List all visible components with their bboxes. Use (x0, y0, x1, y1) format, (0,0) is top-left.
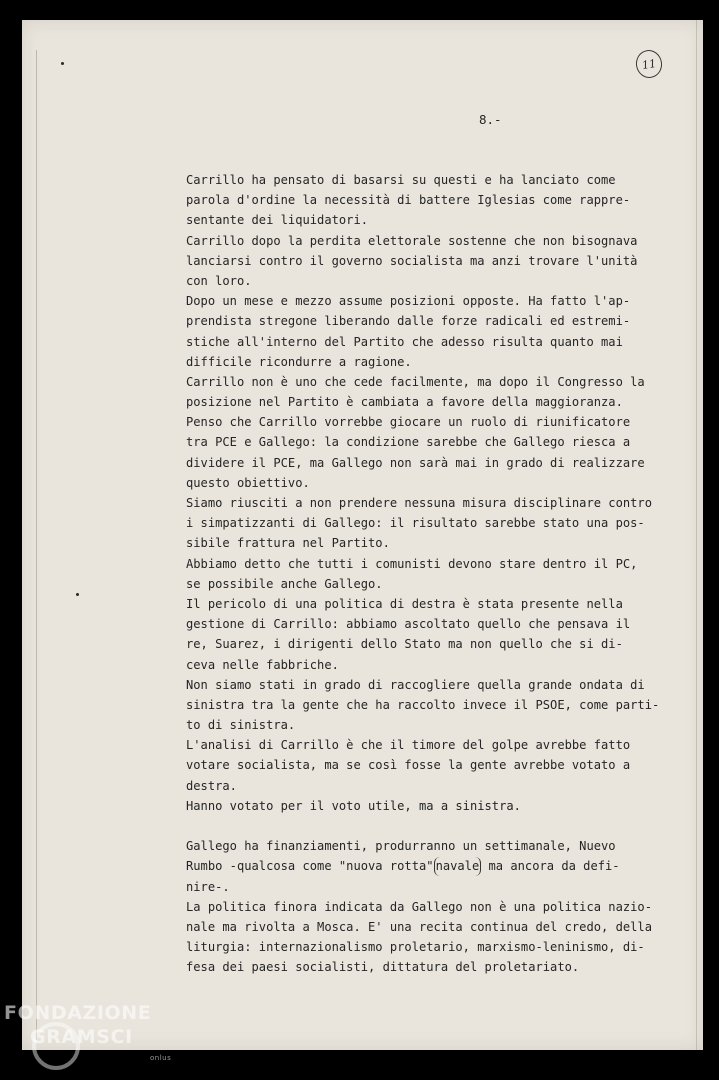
text-line: gestione di Carrillo: abbiamo ascoltato quello che pensava il (186, 617, 631, 632)
text-line: posizione nel Partito è cambiata a favore della maggioranza. (186, 395, 623, 410)
paragraph-block-2 (186, 836, 652, 977)
text-line: Hanno votato per il voto utile, ma a sinistra. (186, 798, 521, 813)
text-line: Carrillo ha pensato di basarsi su questi e ha lanciato come (186, 173, 616, 187)
paragraph-block-3 (186, 897, 652, 978)
text-line: nale ma rivolta a Mosca. E' una recita continua del credo, della (186, 919, 652, 934)
text-line: sibile frattura nel Partito. (186, 536, 390, 551)
text-line: destra. (186, 778, 237, 793)
watermark-line-3: onlus (150, 1054, 172, 1062)
text-line: Gallego ha finanziamenti, produrranno un settimanale, Nuevo (186, 839, 616, 854)
fondazione-gramsci-watermark (4, 1000, 184, 1080)
text-line: i simpatizzanti di Gallego: il risultato sarebbe stato una pos- (186, 516, 645, 531)
text-line: Penso che Carrillo vorrebbe giocare un ruolo di riunificatore (186, 415, 631, 430)
document-page (22, 20, 703, 1050)
text-line: fesa dei paesi socialisti, dittatura del proletariato. (186, 960, 580, 975)
text-line: parola d'ordine la necessità di battere Iglesias come rappre- (186, 193, 631, 208)
archive-stamp-mark (634, 48, 664, 80)
text-line: Dopo un mese e mezzo assume posizioni opposte. Ha fatto l'ap- (186, 294, 631, 309)
text-line: Siamo riusciti a non prendere nessuna misura disciplinare contro (186, 496, 652, 510)
paper-fold-line (36, 50, 37, 1040)
text-line: Carrillo non è uno che cede facilmente, ma dopo il Congresso la (186, 374, 645, 389)
text-line: Abbiamo detto che tutti i comunisti devono stare dentro il PC, (186, 556, 638, 571)
text-line: difficile ricondurre a ragione. (186, 354, 412, 369)
paper-speck (61, 62, 64, 65)
paper-speck (76, 593, 79, 596)
text-line-with-annotation (186, 856, 636, 876)
text-line: ceva nelle fabbriche. (186, 657, 339, 672)
text-line: tra PCE e Gallego: la condizione sarebbe che Gallego riesca a (186, 435, 631, 450)
text-line: L'analisi di Carrillo è che il timore del golpe avrebbe fatto (186, 738, 631, 753)
typewritten-body (186, 170, 660, 978)
text-line: con loro. (186, 273, 252, 288)
text-line: liturgia: internazionalismo proletario, marxismo-leninismo, di- (186, 940, 645, 955)
text-line: se possibile anche Gallego. (186, 576, 383, 591)
text-line: re, Suarez, i dirigenti dello Stato ma non quello che si di- (186, 637, 623, 652)
text-line: sinistra tra la gente che ha raccolto invece il PSOE, come parti- (186, 697, 660, 712)
watermark-line-1: FONDAZIONE (4, 1002, 152, 1024)
watermark-line-2: GRAMSCI (30, 1026, 133, 1048)
text-line: votare socialista, ma se così fosse la gente avrebbe votato a (186, 758, 631, 773)
page-number: 8.- (479, 112, 502, 127)
text-line: nire-. (186, 879, 230, 894)
text-segment: ma ancora da defi- (481, 859, 620, 874)
text-line: prendista stregone liberando dalle forze radicali ed estremi- (186, 314, 631, 329)
text-line: Non siamo stati in grado di raccogliere quella grande ondata di (186, 677, 645, 692)
paragraph-block-1 (186, 170, 660, 816)
text-line: dividere il PCE, ma Gallego non sarà mai in grado di realizzare (186, 455, 645, 470)
text-line: Il pericolo di una politica di destra è stata presente nella (186, 596, 623, 611)
text-line: questo obiettivo. (186, 475, 310, 490)
text-line: Carrillo dopo la perdita elettorale sostenne che non bisognava (186, 233, 638, 248)
paragraph-gap (186, 816, 636, 836)
text-line: La politica finora indicata da Gallego non è una politica nazio- (186, 899, 652, 914)
text-line: lanciarsi contro il governo socialista ma anzi trovare l'unità (186, 253, 638, 268)
paper-right-edge (696, 20, 697, 1050)
text-line: to di sinistra. (186, 718, 296, 733)
stamp-number: 11 (640, 56, 658, 72)
text-line: sentante dei liquidatori. (186, 213, 369, 228)
handwritten-annotation: navale (434, 857, 482, 876)
text-segment: Rumbo -qualcosa come "nuova rotta" (186, 859, 434, 874)
text-line: stiche all'interno del Partito che adesso risulta quanto mai (186, 334, 623, 349)
